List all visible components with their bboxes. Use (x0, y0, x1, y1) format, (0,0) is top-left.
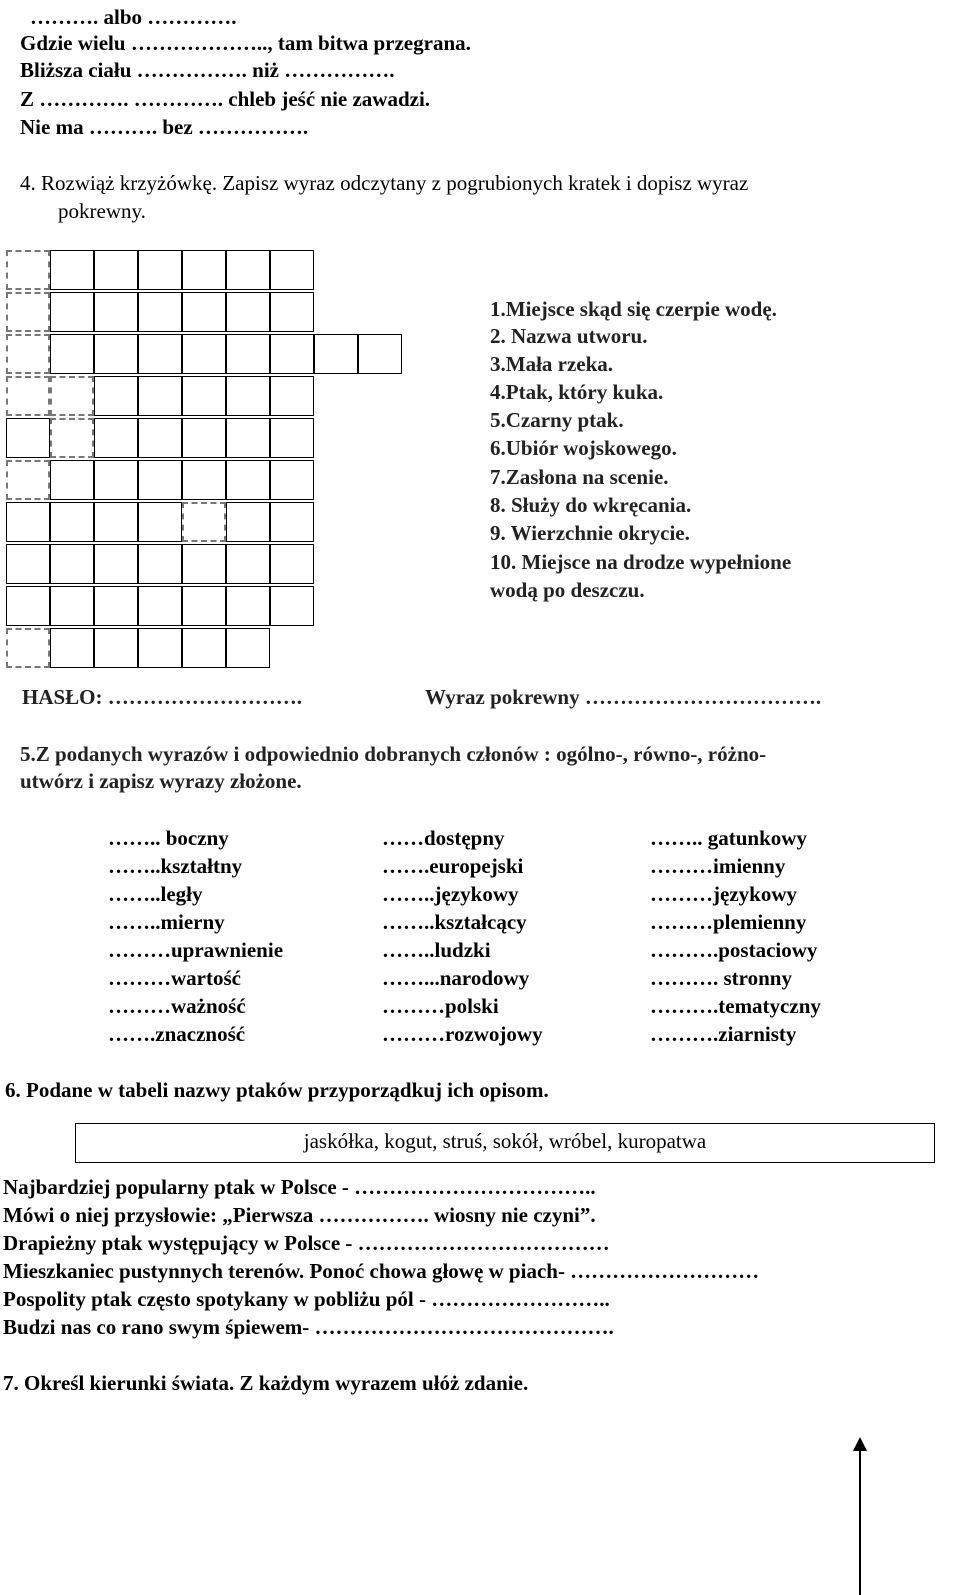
word-item: ……….ziarnisty (650, 1022, 797, 1046)
clue-9: 9. Wierzchnie okrycie. (490, 521, 690, 545)
word-item: …….znaczność (108, 1022, 246, 1046)
word-item: ………plemienny (650, 910, 807, 934)
word-item: ……..językowy (382, 882, 519, 906)
proverb-line-3: Z …………. …………. chleb jeść nie zawadzi. (20, 87, 431, 111)
task5-title: 5.Z podanych wyrazów i odpowiednio dobranych członów : ogólno-, równo-, różno- (20, 742, 767, 766)
clue-5: 5.Czarny ptak. (490, 408, 624, 432)
word-item: ………rozwojowy (382, 1022, 543, 1046)
proverb-line-1: Gdzie wielu ……………….., tam bitwa przegrana. (20, 31, 471, 55)
word-item: ………językowy (650, 882, 797, 906)
word-item: …….. boczny (108, 826, 229, 850)
word-item: ………uprawnienie (108, 938, 284, 962)
task4-title-cont: pokrewny. (58, 199, 146, 223)
word-item: ……..kształcący (382, 910, 527, 934)
word-item: …….. gatunkowy (650, 826, 807, 850)
word-item: ……..ludzki (382, 938, 491, 962)
north-arrow-icon (853, 1437, 867, 1595)
task5-title-cont: utwórz i zapisz wyrazy złożone. (20, 769, 302, 793)
word-item: ……dostępny (382, 826, 505, 850)
clue-3: 3.Mała rzeka. (490, 352, 614, 376)
proverb-line-4: Nie ma ………. bez ……………. (20, 115, 309, 139)
word-item: ……..kształtny (108, 854, 243, 878)
task7-title: 7. Określ kierunki świata. Z każdym wyrazem ułóż zdanie. (3, 1371, 529, 1395)
word-item: ………imienny (650, 854, 786, 878)
birds-list: jaskółka, kogut, struś, sokół, wróbel, kuropatwa (303, 1129, 707, 1153)
clue-6: 6.Ubiór wojskowego. (490, 436, 677, 460)
haslo-line: HASŁO: ………………………. (22, 685, 303, 709)
clue-1: 1.Miejsce skąd się czerpie wodę. (490, 297, 777, 321)
word-item: ………. stronny (650, 966, 792, 990)
word-item: ………polski (382, 994, 499, 1018)
clue-2: 2. Nazwa utworu. (490, 324, 648, 348)
clue-8: 8. Służy do wkręcania. (490, 493, 692, 517)
pokrewny-line: Wyraz pokrewny ……………………………. (425, 685, 822, 709)
birds-table (75, 1123, 935, 1163)
word-item: ………wartość (108, 966, 241, 990)
proverb-line-2: Bliższa ciału ……………. niż ……………. (20, 58, 395, 82)
clue-10-cont: wodą po deszczu. (490, 578, 645, 602)
clue-7: 7.Zasłona na scenie. (490, 465, 669, 489)
word-item: ……..legły (108, 882, 203, 906)
crossword-grid (0, 0, 960, 700)
task6-line-5: Pospolity ptak często spotykany w pobliżu pól - …………………….. (3, 1287, 610, 1311)
task6-line-3: Drapieżny ptak występujący w Polsce - ……………………………… (3, 1231, 610, 1255)
clue-4: 4.Ptak, który kuka. (490, 380, 664, 404)
word-item: ……...narodowy (382, 966, 530, 990)
task6-line-4: Mieszkaniec pustynnych terenów. Ponoć chowa głowę w piach- ……………………… (3, 1259, 760, 1283)
word-item: ……….tematyczny (650, 994, 821, 1018)
task6-line-1: Najbardziej popularny ptak w Polsce - …………………………….. (3, 1175, 596, 1199)
word-item: …….europejski (382, 854, 524, 878)
clue-10: 10. Miejsce na drodze wypełnione (490, 550, 792, 574)
word-item: ………ważność (108, 994, 246, 1018)
task6-title: 6. Podane w tabeli nazwy ptaków przyporządkuj ich opisom. (5, 1078, 549, 1102)
task6-line-2: Mówi o niej przysłowie: „Pierwsza ……………. wiosny nie czyni”. (3, 1203, 596, 1227)
word-item: ……..mierny (108, 910, 225, 934)
task6-line-6: Budzi nas co rano swym śpiewem- ……………………………………. (3, 1315, 614, 1339)
task4-title: 4. Rozwiąż krzyżówkę. Zapisz wyraz odczytany z pogrubionych kratek i dopisz wyraz (20, 171, 749, 195)
word-item: ……….postaciowy (650, 938, 818, 962)
proverb-line-0: ………. albo …………. (30, 5, 237, 29)
